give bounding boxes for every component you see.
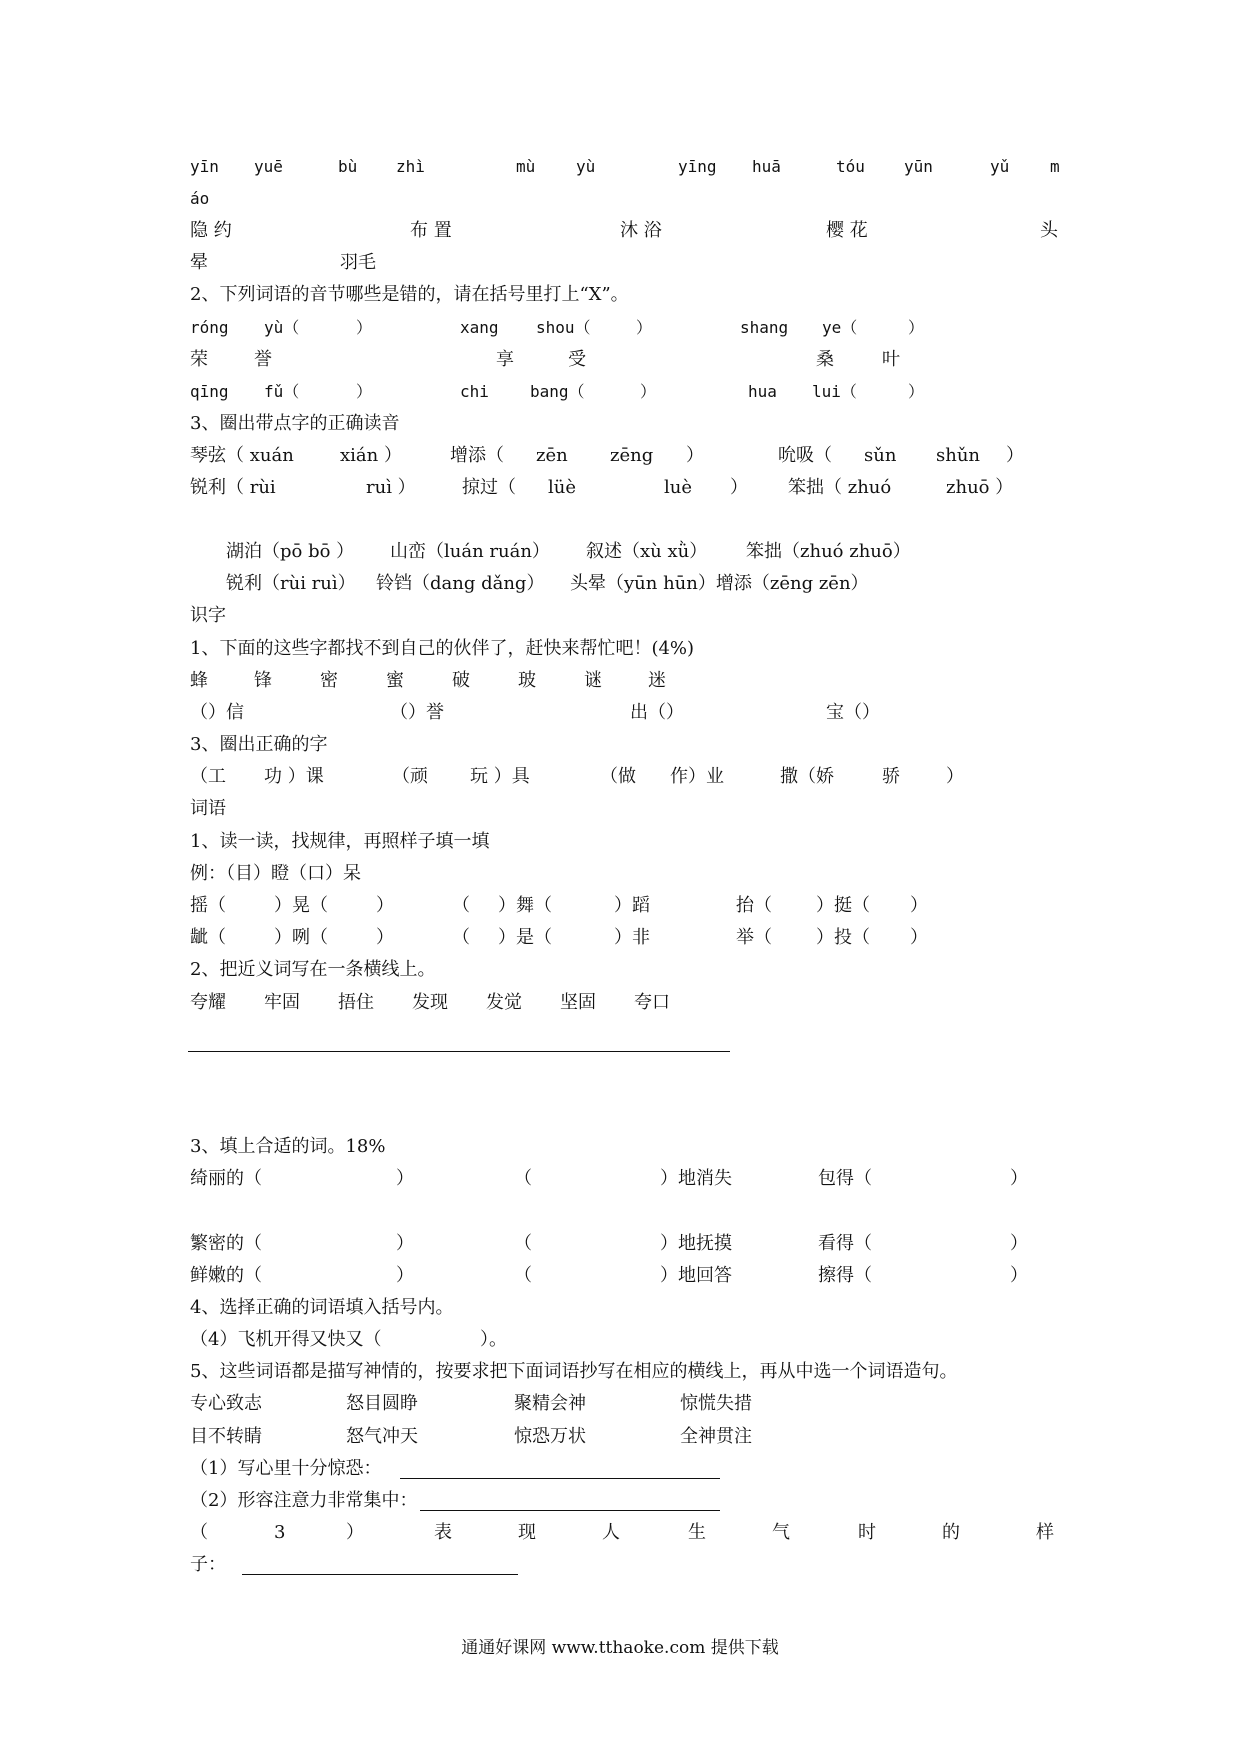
pinyin: mù (516, 157, 536, 176)
word: 誉 (254, 349, 272, 370)
pinyin: ） (636, 318, 653, 337)
item-char: 时 (858, 1522, 876, 1543)
idiom: 怒气冲天 (346, 1426, 418, 1447)
fill-part: （ (514, 1168, 532, 1189)
pinyin: yīng (678, 157, 717, 176)
fill-part: （ (514, 1265, 532, 1286)
pinyin: yuē (254, 157, 283, 176)
pinyin-row (190, 152, 1060, 182)
option: 增添（ (450, 445, 504, 466)
synonym-words (190, 988, 1060, 1018)
char: 锋 (254, 670, 272, 691)
fill-part: 抬（ (736, 895, 772, 916)
section-heading: 词语 (190, 798, 226, 819)
answer-line (242, 1574, 518, 1575)
item-char: 的 (942, 1522, 960, 1543)
word: 樱 花 (826, 220, 868, 241)
question-title: 4、选择正确的词语填入括号内。 (190, 1297, 454, 1318)
question-title: 2、下列词语的音节哪些是错的，请在括号里打上“X”。 (190, 284, 629, 305)
question-title: 3、圈出正确的字 (190, 734, 328, 755)
item-char: （ (190, 1522, 208, 1543)
reading-row (190, 569, 1060, 599)
char: 破 (452, 670, 470, 691)
item-text: （4）飞机开得又快又（ (190, 1329, 382, 1350)
blanks-row (190, 698, 1060, 728)
item-char: ） (346, 1522, 364, 1543)
option: 功 ）课 (264, 766, 324, 787)
option: 叙述（xù xǜ） (586, 541, 708, 562)
pinyin: ） (908, 318, 925, 337)
pinyin: tóu (836, 157, 865, 176)
fill-part: ） (376, 895, 394, 916)
option: zēn (536, 445, 568, 466)
word: 晕 (190, 252, 208, 273)
fill-part: ） (396, 1168, 414, 1189)
word: 荣 (190, 349, 208, 370)
pinyin-row (190, 377, 1060, 407)
fill-part: ） (396, 1233, 414, 1254)
char: 密 (320, 670, 338, 691)
option: ） (1006, 445, 1024, 466)
fill-part: 举（ (736, 927, 772, 948)
option: 笨拙（ zhuó (788, 477, 892, 498)
pinyin: shang (740, 318, 789, 337)
question-title: 5、这些词语都是描写神情的，按要求把下面词语抄写在相应的横线上，再从中选一个词语造句。 (190, 1361, 958, 1382)
option: xián ） (340, 445, 402, 466)
fill-part: 绮丽的（ (190, 1168, 262, 1189)
word: 沐 浴 (620, 220, 662, 241)
option: sǔn (864, 445, 897, 466)
option: （工 (190, 766, 226, 787)
fill-part: ）地回答 (660, 1265, 732, 1286)
fill-part: ）是（ (498, 927, 552, 948)
option: 玩 ）具 (470, 766, 530, 787)
answer-item-wrap: 子： (190, 1554, 226, 1575)
char: 迷 (648, 670, 666, 691)
fill-part: ） (396, 1265, 414, 1286)
option: ） (730, 477, 748, 498)
question-title: 3、填上合适的词。18% (190, 1136, 386, 1157)
pinyin: ye（ (822, 318, 858, 337)
char: 蜂 (190, 670, 208, 691)
option: shǔn (936, 445, 981, 466)
word: 发现 (412, 992, 448, 1013)
word: 受 (568, 349, 586, 370)
option: 湖泊（pō bō ） (226, 541, 355, 562)
blank-item: （）誉 (390, 702, 444, 723)
pinyin: ） (908, 382, 925, 401)
idiom: 专心致志 (190, 1393, 262, 1414)
pinyin: áo (190, 189, 210, 208)
option: （做 (600, 766, 636, 787)
item-char: 样 (1036, 1522, 1054, 1543)
fill-part: ）晃（ (274, 895, 328, 916)
item-char: 现 (518, 1522, 536, 1543)
word: 牢固 (264, 992, 300, 1013)
pinyin: yūn (904, 157, 933, 176)
fill-row (190, 891, 1060, 921)
word: 发觉 (486, 992, 522, 1013)
blank-item: （）信 (190, 702, 244, 723)
fill-part: ）投（ (816, 927, 870, 948)
pinyin: huā (752, 157, 781, 176)
reading-row (190, 537, 1060, 567)
reading-row (190, 473, 1060, 503)
fill-part: 繁密的（ (190, 1233, 262, 1254)
fill-part: 鲜嫩的（ (190, 1265, 262, 1286)
pinyin: xang (460, 318, 499, 337)
fill-part: ）咧（ (274, 927, 328, 948)
reading-row (190, 441, 1060, 471)
option: 掠过（ (462, 477, 516, 498)
fill-part: ） (1010, 1168, 1028, 1189)
pinyin: zhì (396, 157, 425, 176)
answer-item (190, 1518, 1060, 1548)
words-row (190, 345, 1060, 375)
fill-part: 龇（ (190, 927, 226, 948)
answer-line (400, 1478, 720, 1479)
answer-item: （1）写心里十分惊恐： (190, 1458, 382, 1479)
pinyin: bang（ (530, 382, 585, 401)
fill-part: ）舞（ (498, 895, 552, 916)
idiom: 惊慌失措 (680, 1393, 752, 1414)
fill-part: （ (452, 927, 470, 948)
option: zhuō ） (946, 477, 1014, 498)
fill-part: ） (910, 927, 928, 948)
char: 谜 (584, 670, 602, 691)
fill-part: ）蹈 (614, 895, 650, 916)
option: zēng (610, 445, 654, 466)
item-char: 3 (274, 1522, 286, 1543)
option: 作）业 (670, 766, 724, 787)
fill-part: ）非 (614, 927, 650, 948)
pinyin: qīng (190, 382, 229, 401)
pinyin: róng (190, 318, 229, 337)
word: 捂住 (338, 992, 374, 1013)
pinyin-row (190, 313, 1060, 343)
answer-line (420, 1510, 720, 1511)
pinyin: ） (640, 382, 657, 401)
word: 布 置 (410, 220, 452, 241)
idiom-row (190, 1389, 1060, 1419)
word: 隐 约 (190, 220, 232, 241)
pinyin: lui（ (812, 382, 857, 401)
option: （顽 (392, 766, 428, 787)
option: 琴弦（ xuán (190, 445, 294, 466)
pinyin: chi (460, 382, 489, 401)
chars-row (190, 666, 1060, 696)
option: 铃铛（dang dǎng） (376, 573, 545, 594)
page-footer: 通通好课网 www.tthaoke.com 提供下载 (461, 1638, 779, 1658)
idiom: 全神贯注 (680, 1426, 752, 1447)
word: 羽毛 (340, 252, 376, 273)
q4-item (190, 1325, 1060, 1355)
pinyin: yù（ (264, 318, 300, 337)
question-title: 3、圈出带点字的正确读音 (190, 413, 400, 434)
idiom: 怒目圆睁 (346, 1393, 418, 1414)
fill-row (190, 923, 1060, 953)
word: 夸耀 (190, 992, 226, 1013)
option: ） (686, 445, 704, 466)
item-text: ）。 (480, 1329, 507, 1350)
pinyin: fǔ（ (264, 382, 300, 401)
fill-part: ）地消失 (660, 1168, 732, 1189)
blank-item: 出（） (630, 702, 684, 723)
fill-part: 看得（ (818, 1233, 872, 1254)
word: 桑 (816, 349, 834, 370)
answer-item: （2）形容注意力非常集中： (190, 1490, 418, 1511)
fill-part: ） (910, 895, 928, 916)
option: 头晕（yūn hūn）增添（zēng zēn） (570, 573, 869, 594)
pinyin: yǔ (990, 157, 1010, 176)
char: 蜜 (386, 670, 404, 691)
pinyin: ） (356, 382, 373, 401)
option: luè (664, 477, 693, 498)
word: 享 (496, 349, 514, 370)
option: 锐利（ rùi (190, 477, 276, 498)
fill-part: ） (1010, 1233, 1028, 1254)
idiom: 目不转睛 (190, 1426, 262, 1447)
section-heading: 识字 (190, 605, 226, 626)
option: 锐利（rùi ruì） (226, 573, 356, 594)
option: 山峦（luán ruán） (390, 541, 550, 562)
pinyin: yù (576, 157, 596, 176)
fill-part: ） (1010, 1265, 1028, 1286)
idiom-row (190, 1422, 1060, 1452)
fill-part: 擦得（ (818, 1265, 872, 1286)
answer-line (188, 1051, 730, 1052)
option: ） (946, 766, 964, 787)
option: 笨拙（zhuó zhuō） (746, 541, 911, 562)
word: 叶 (882, 349, 900, 370)
idiom: 聚精会神 (514, 1393, 586, 1414)
option: 骄 (882, 766, 900, 787)
option: ruì ） (366, 477, 416, 498)
blank-item: 宝（） (826, 702, 880, 723)
word: 坚固 (560, 992, 596, 1013)
example: 例：（目）瞪（口）呆 (190, 863, 361, 884)
question-title: 1、读一读，找规律，再照样子填一填 (190, 831, 490, 852)
option: 吮吸（ (778, 445, 832, 466)
char: 玻 (518, 670, 536, 691)
fill-part: ）地抚摸 (660, 1233, 732, 1254)
pinyin: shou（ (536, 318, 591, 337)
pinyin: hua (748, 382, 777, 401)
item-char: 气 (772, 1522, 790, 1543)
word: 头 (1040, 220, 1058, 241)
pinyin: yīn (190, 157, 219, 176)
question-title: 2、把近义词写在一条横线上。 (190, 959, 436, 980)
fill-part: ）挺（ (816, 895, 870, 916)
item-char: 人 (602, 1522, 620, 1543)
fill-part: 包得（ (818, 1168, 872, 1189)
fill-part: （ (514, 1233, 532, 1254)
fill-part: （ (452, 895, 470, 916)
fill-row (190, 1229, 1060, 1259)
item-char: 表 (434, 1522, 452, 1543)
pinyin: bù (338, 157, 358, 176)
option: lüè (548, 477, 577, 498)
fill-part: 摇（ (190, 895, 226, 916)
pinyin: ） (356, 318, 373, 337)
word: 夸口 (634, 992, 670, 1013)
idiom: 惊恐万状 (514, 1426, 586, 1447)
pinyin: m (1050, 157, 1060, 176)
item-char: 生 (688, 1522, 706, 1543)
words-wrap (190, 248, 1060, 278)
pinyin-wrap (190, 184, 1060, 214)
option: 撒（娇 (780, 766, 834, 787)
choice-row (190, 762, 1060, 792)
question-title: 1、下面的这些字都找不到自己的伙伴了，赶快来帮忙吧！(4%) (190, 638, 695, 659)
words-row (190, 216, 1060, 246)
fill-part: ） (376, 927, 394, 948)
fill-row (190, 1164, 1060, 1194)
fill-row (190, 1261, 1060, 1291)
